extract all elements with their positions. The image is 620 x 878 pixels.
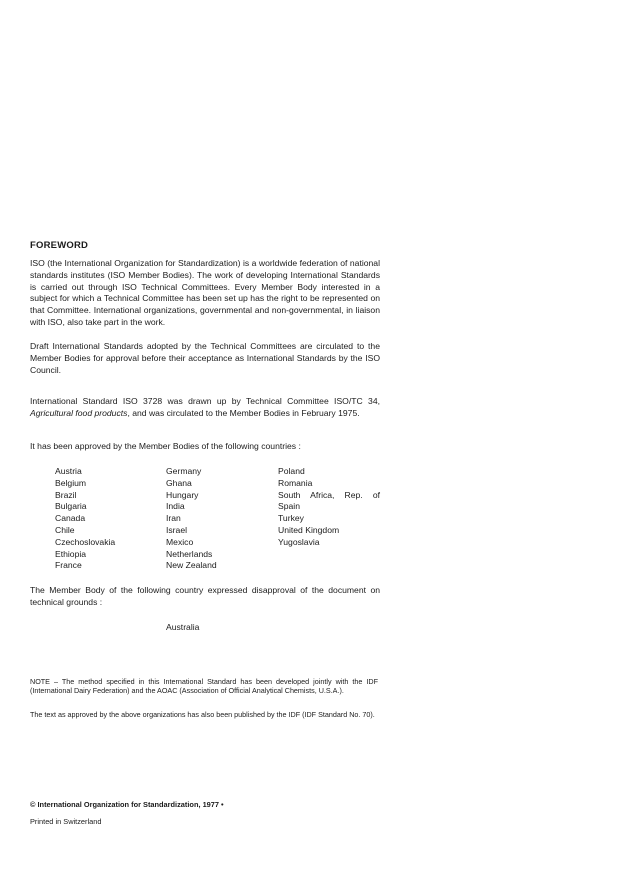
country: Israel: [166, 524, 188, 535]
country: Canada: [55, 513, 86, 524]
country: Netherlands: [166, 548, 213, 559]
country: United Kingdom: [278, 524, 340, 535]
note-method: NOTE – The method specified in this International Standard has been developed jointly with the IDF (International Dairy Federation) and the AOAC (Association of Official Analytical Chemists, U.S.A.).: [30, 677, 378, 696]
country: Spain: [278, 501, 300, 512]
country-column-3: [278, 466, 380, 549]
country: Iran: [166, 513, 181, 524]
country: Chile: [55, 524, 75, 535]
printed-in-line: Printed in Switzerland: [30, 817, 102, 826]
copyright-line: © International Organization for Standardization, 1977 •: [30, 800, 224, 809]
country: France: [55, 560, 82, 571]
country: Mexico: [166, 536, 194, 547]
country-column-2: [166, 466, 217, 572]
foreword-paragraph-approval: It has been approved by the Member Bodies of the following countries :: [30, 441, 301, 451]
foreword-paragraph-iso: ISO (the International Organization for Standardization) is a worldwide federation of national standards institutes (ISO Member Bodies). The work of developing International Standards is carried out through ISO Technical Committees. Every Member Body interested in a subject for which a Technical Committee has been set up has the right to be represented on that Committee. International organizations, governmental and non-governmental, in liaison with ISO, also take part in the work.: [30, 258, 380, 327]
country: Czechoslovakia: [55, 536, 116, 547]
country: Ethiopia: [55, 548, 87, 559]
country: Belgium: [55, 477, 87, 488]
note-publication: The text as approved by the above organizations has also been published by the IDF (IDF Standard No. 70).: [30, 710, 375, 719]
country: Yugoslavia: [278, 536, 320, 547]
country: Poland: [278, 466, 305, 476]
committee-title: Agricultural food products: [30, 407, 128, 418]
country: Austria: [55, 466, 82, 476]
country: New Zealand: [166, 560, 217, 571]
country: Romania: [278, 477, 313, 488]
standard-text-before: International Standard ISO 3728 was drawn up by Technical Committee ISO/TC 34,: [30, 396, 380, 406]
foreword-paragraph-disapproval: The Member Body of the following country expressed disapproval of the document on technical grounds :: [30, 585, 380, 607]
country: Brazil: [55, 489, 77, 500]
country: South Africa, Rep. of: [278, 489, 380, 500]
foreword-paragraph-standard: [30, 396, 380, 420]
disapproving-country: Australia: [166, 622, 200, 632]
country-column-1: [55, 466, 115, 572]
country: Germany: [166, 466, 202, 476]
foreword-paragraph-drafts: Draft International Standards adopted by the Technical Committees are circulated to the Member Bodies for approval before their acceptance as International Standards by the ISO Council.: [30, 341, 380, 375]
country: Ghana: [166, 477, 192, 488]
country: India: [166, 501, 185, 512]
country: Turkey: [278, 513, 304, 524]
country: Bulgaria: [55, 501, 87, 512]
foreword-heading: FOREWORD: [30, 240, 89, 251]
country: Hungary: [166, 489, 199, 500]
standard-text-after: , and was circulated to the Member Bodies in February 1975.: [127, 407, 360, 418]
